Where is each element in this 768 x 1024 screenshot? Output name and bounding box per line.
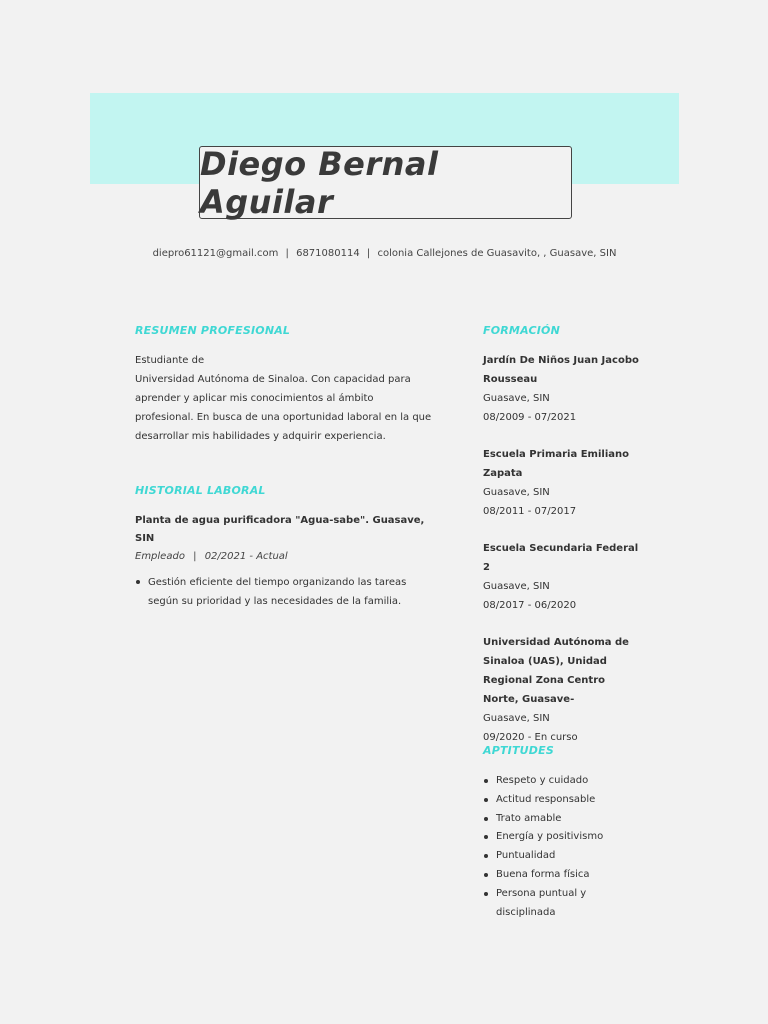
name-box	[199, 146, 572, 219]
education-place: Guasave, SIN	[483, 393, 550, 404]
job-title: Planta de agua purificadora "Agua-sabe". Guasave, SIN	[135, 515, 425, 544]
skill-item: Persona puntual y disciplinada	[483, 885, 643, 923]
job-meta	[135, 548, 435, 566]
education-dates: 08/2011 - 07/2017	[483, 506, 577, 517]
job-entry	[135, 512, 435, 611]
education-dates: 08/2017 - 06/2020	[483, 600, 577, 611]
education-dates: 09/2020 - En curso	[483, 732, 578, 743]
phone: 6871080114	[296, 248, 360, 259]
education-item	[483, 351, 643, 427]
job-bullets	[135, 573, 435, 611]
section-title-work: HISTORIAL LABORAL	[135, 484, 266, 497]
job-bullet: Gestión eficiente del tiempo organizando las tareas según su prioridad y las necesidades de la familia.	[135, 573, 435, 611]
section-title-education: FORMACIÓN	[483, 324, 560, 337]
education-name: Jardín De Niños Juan Jacobo Rousseau	[483, 355, 639, 385]
summary-section	[135, 324, 435, 446]
skills-list	[483, 772, 643, 922]
job-meta-separator: |	[193, 551, 197, 562]
separator: |	[285, 248, 289, 259]
section-title-summary: RESUMEN PROFESIONAL	[135, 324, 291, 337]
skill-item: Trato amable	[483, 810, 643, 829]
skill-item: Buena forma física	[483, 866, 643, 885]
candidate-name: Diego Bernal Aguilar	[200, 144, 439, 221]
education-place: Guasave, SIN	[483, 581, 550, 592]
email: diepro61121@gmail.com	[152, 248, 279, 259]
skill-item: Energía y positivismo	[483, 828, 643, 847]
skill-item: Respeto y cuidado	[483, 772, 643, 791]
education-item	[483, 539, 643, 615]
contact-line	[90, 248, 679, 259]
skills-section	[483, 744, 643, 922]
section-title-skills: APTITUDES	[483, 744, 554, 757]
education-item	[483, 445, 643, 521]
summary-body: Universidad Autónoma de Sinaloa. Con capacidad para aprender y aplicar mis conocimientos al ámbito profesional. En busca de una oportunidad laboral en la que desarrollar mis habilidades y adquirir experiencia.	[135, 374, 432, 442]
education-name: Universidad Autónoma de Sinaloa (UAS), Unidad Regional Zona Centro Norte, Guasave-	[483, 637, 629, 705]
skill-item: Puntualidad	[483, 847, 643, 866]
education-name: Escuela Primaria Emiliano Zapata	[483, 449, 629, 479]
education-name: Escuela Secundaria Federal 2	[483, 543, 639, 573]
education-item	[483, 633, 643, 747]
address: colonia Callejones de Guasavito, , Guasave, SIN	[377, 248, 617, 259]
work-section	[135, 484, 435, 611]
job-role: Empleado	[135, 551, 185, 562]
education-section	[483, 324, 643, 765]
skill-item: Actitud responsable	[483, 791, 643, 810]
job-dates: 02/2021 - Actual	[204, 551, 288, 562]
education-place: Guasave, SIN	[483, 487, 550, 498]
education-dates: 08/2009 - 07/2021	[483, 412, 577, 423]
education-place: Guasave, SIN	[483, 713, 550, 724]
summary-line1: Estudiante de	[135, 355, 205, 366]
separator: |	[366, 248, 371, 259]
